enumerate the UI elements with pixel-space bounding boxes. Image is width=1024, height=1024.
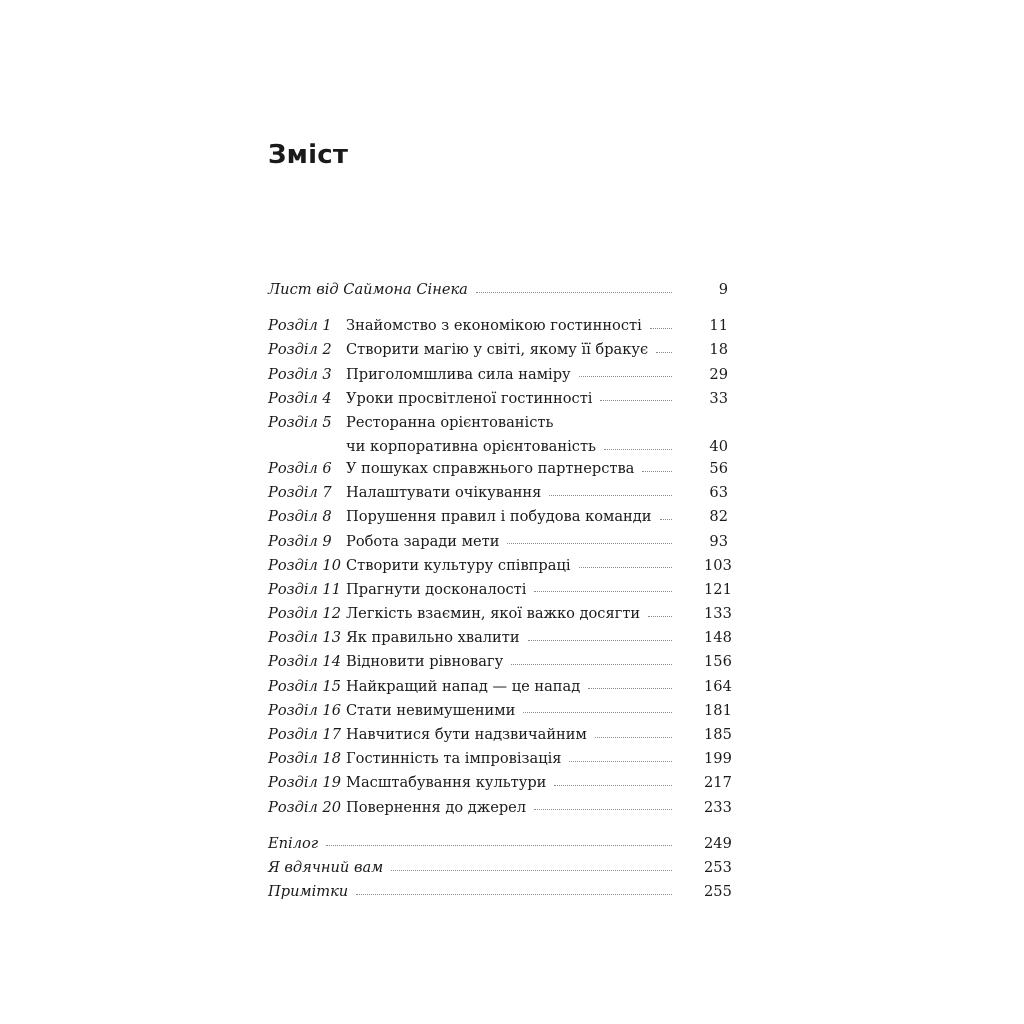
toc-chapter-entry[interactable] — [268, 530, 728, 554]
dot-leader — [660, 519, 673, 520]
dot-leader — [648, 616, 672, 617]
dot-leader — [534, 591, 672, 592]
toc-entry-title: Навчитися бути надзвичайним — [346, 726, 587, 743]
toc-chapter-label: Розділ 9 — [268, 532, 332, 550]
toc-chapter-label: Розділ 12 — [268, 605, 341, 623]
toc-entry-title: Уроки просвітленої гостинності — [346, 389, 593, 407]
dot-leader — [595, 737, 672, 738]
toc-entry-title: Ресторанна орієнтованість — [346, 413, 554, 431]
toc-chapter-entry[interactable] — [268, 747, 732, 771]
toc-chapter-label: Розділ 8 — [268, 508, 332, 526]
toc-chapter-entry[interactable] — [268, 650, 732, 674]
toc-entry-title: У пошуках справжнього партнерства — [346, 459, 635, 477]
toc-chapter-label: Розділ 11 — [268, 580, 341, 598]
toc-entry-title: Створити магію у світі, якому її бракує — [346, 341, 649, 359]
toc-page-number: 133 — [704, 605, 732, 623]
toc-entry-title: Повернення до джерел — [346, 798, 527, 816]
toc-page-number: 93 — [709, 532, 728, 550]
toc-entry-title: Примітки — [268, 883, 349, 901]
toc-page-number: 40 — [709, 438, 728, 456]
toc-entry-title: Стати невимушеними — [346, 701, 516, 719]
dot-leader — [511, 664, 672, 665]
toc-page-number: 29 — [709, 365, 728, 383]
toc-chapter-label: Розділ 16 — [268, 701, 341, 719]
toc-chapter-entry[interactable] — [268, 363, 728, 387]
toc-page-number: 11 — [709, 317, 728, 335]
toc-chapter-entry[interactable] — [268, 602, 732, 626]
table-of-contents — [268, 278, 732, 904]
dot-leader — [554, 785, 672, 786]
toc-page-number: 156 — [704, 653, 732, 671]
dot-leader — [534, 809, 672, 810]
toc-page-number: 164 — [704, 677, 732, 695]
toc-entry-title: Я вдячний вам — [268, 858, 384, 876]
dot-leader — [656, 352, 672, 353]
toc-chapter-label: Розділ 1 — [268, 317, 332, 335]
toc-entry-title: Створити культуру співпраці — [346, 556, 571, 574]
toc-chapter-entry[interactable] — [268, 626, 732, 650]
dot-leader — [507, 543, 672, 544]
toc-entry-title: Приголомшлива сила наміру — [346, 365, 571, 383]
toc-page-number: 82 — [709, 508, 728, 526]
toc-chapter-entry[interactable] — [268, 578, 732, 602]
toc-chapter-entry[interactable] — [268, 314, 728, 338]
toc-page-number: 181 — [704, 701, 732, 719]
dot-leader — [523, 712, 672, 713]
toc-chapter-list — [268, 314, 732, 820]
toc-chapter-entry[interactable] — [268, 457, 728, 481]
dot-leader — [356, 894, 672, 895]
toc-chapter-entry[interactable] — [268, 675, 732, 699]
toc-entry-title: Відновити рівновагу — [346, 653, 504, 671]
toc-chapter-entry[interactable] — [268, 699, 732, 723]
toc-chapter-label: Розділ 15 — [268, 677, 341, 695]
toc-entry-title: Найкращий напад — це напад — [346, 677, 581, 695]
toc-chapter-entry[interactable] — [268, 338, 728, 362]
toc-chapter-label: Розділ 7 — [268, 484, 332, 502]
dot-leader — [528, 640, 672, 641]
toc-chapter-entry[interactable] — [268, 411, 728, 457]
toc-chapter-label: Розділ 10 — [268, 556, 341, 574]
toc-entry-title: Лист від Саймона Сінека — [268, 281, 468, 298]
toc-chapter-entry[interactable] — [268, 796, 732, 820]
toc-entry-title: Епілог — [268, 834, 319, 852]
toc-chapter-label: Розділ 19 — [268, 774, 341, 792]
toc-entry-title: Гостинність та імпровізація — [346, 750, 562, 768]
dot-leader — [588, 688, 672, 689]
toc-entry-title: Прагнути досконалості — [346, 580, 527, 598]
toc-chapter-label: Розділ 17 — [268, 726, 341, 743]
toc-chapter-label: Розділ 2 — [268, 341, 332, 359]
toc-page-number: 33 — [709, 389, 728, 407]
toc-entry-title-continued: чи корпоративна орієнтованість — [346, 438, 596, 456]
dot-leader — [650, 328, 672, 329]
toc-chapter-label: Розділ 20 — [268, 798, 341, 816]
toc-chapter-label: Розділ 3 — [268, 365, 332, 383]
toc-chapter-label: Розділ 18 — [268, 750, 341, 768]
page-title: Зміст — [268, 140, 349, 170]
dot-leader — [642, 471, 672, 472]
toc-chapter-entry[interactable] — [268, 387, 728, 411]
toc-back-matter-list — [268, 832, 732, 905]
toc-page-number: 185 — [704, 726, 732, 743]
toc-intro-entry[interactable] — [268, 278, 728, 302]
toc-page-number: 148 — [704, 629, 732, 647]
dot-leader — [476, 292, 672, 293]
toc-page-number: 249 — [704, 834, 732, 852]
toc-chapter-entry[interactable] — [268, 771, 732, 795]
toc-entry-title: Порушення правил і побудова команди — [346, 508, 652, 526]
dot-leader — [326, 845, 672, 846]
toc-chapter-entry[interactable] — [268, 481, 728, 505]
toc-page-number: 233 — [704, 798, 732, 816]
toc-page-number: 56 — [709, 459, 728, 477]
toc-chapter-entry[interactable] — [268, 505, 728, 529]
dot-leader — [604, 449, 672, 450]
toc-page-number: 121 — [704, 580, 732, 598]
toc-page-number: 255 — [704, 883, 732, 901]
toc-entry-title: Знайомство з економікою гостинності — [346, 317, 642, 335]
toc-chapter-label: Розділ 5 — [268, 413, 332, 431]
toc-page-number: 199 — [704, 750, 732, 768]
toc-page-number: 103 — [704, 556, 732, 574]
toc-chapter-label: Розділ 13 — [268, 629, 341, 647]
toc-chapter-label: Розділ 4 — [268, 389, 332, 407]
toc-back-matter-entry[interactable] — [268, 832, 732, 856]
toc-entry-title: Налаштувати очікування — [346, 484, 542, 502]
toc-entry-title: Легкість взаємин, якої важко досягти — [346, 605, 641, 623]
toc-entry-title: Як правильно хвалити — [346, 629, 520, 647]
dot-leader — [391, 870, 672, 871]
toc-page-number: 217 — [704, 774, 732, 792]
toc-chapter-label: Розділ 6 — [268, 459, 332, 477]
toc-entry-title: Робота заради мети — [346, 532, 500, 550]
dot-leader — [579, 567, 672, 568]
toc-page-number: 18 — [709, 341, 728, 359]
dot-leader — [549, 495, 672, 496]
toc-back-matter-entry[interactable] — [268, 856, 732, 880]
dot-leader — [569, 761, 672, 762]
toc-chapter-entry[interactable] — [268, 723, 732, 747]
toc-page-number: 253 — [704, 858, 732, 876]
toc-chapter-entry[interactable] — [268, 554, 732, 578]
toc-chapter-label: Розділ 14 — [268, 653, 341, 671]
dot-leader — [600, 400, 672, 401]
toc-back-matter-entry[interactable] — [268, 880, 732, 904]
toc-entry-title: Масштабування культури — [346, 774, 547, 792]
toc-page-number: 63 — [709, 484, 728, 502]
dot-leader — [579, 376, 672, 377]
toc-page-number: 9 — [718, 281, 728, 298]
